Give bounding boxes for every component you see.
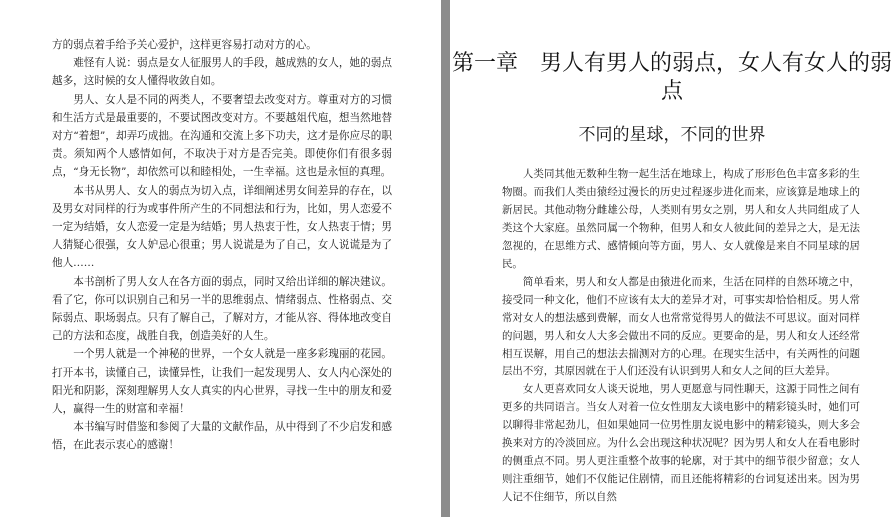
left-page-text: [52, 36, 392, 455]
paragraph: 方的弱点着手给予关心爱护，这样更容易打动对方的心。: [52, 39, 317, 51]
paragraph: 简单看来，男人和女人都是由猿进化而来，生活在同样的自然环境之中，接受同一种文化，他们不应该有太大的差异才对，可事实却恰恰相反。男人常常对女人的想法感到费解，而女人也常常觉得男人的做法不可思议。面对同样的问题，男人和女人大多会做出不同的反应。更要命的是，男人和女人还经常相互误解，用自己的想法去揣测对方的心理。在现实生活中，有关两性的问题层出不穷，其原因就在于人们还没有认识到男人和女人之间的巨大差异。: [502, 275, 860, 378]
paragraph: 一个男人就是一个神秘的世界，一个女人就是一座多彩瑰丽的花园。打开本书，读懂自己，读懂异性，让我们一起发现男人、女人内心深处的阳光和阴影，深刻理解男人女人真实的内心世界，寻找一生中的朋友和爱人，赢得一生的财富和幸福！: [52, 348, 392, 416]
paragraph: 本书剖析了男人女人在各方面的弱点，同时又给出详细的解决建议。看了它，你可以识别自己和另一半的思维弱点、情绪弱点、性格弱点、交际弱点、职场弱点。只有了解自己，了解对方，才能从容、得体地改变自己的方法和态度，战胜自我，创造美好的人生。: [52, 275, 392, 343]
right-page-text: [502, 166, 860, 507]
left-page: [0, 0, 441, 517]
paragraph: 本书编写时借鉴和参阅了大量的文献作品，从中得到了不少启发和感悟，在此表示衷心的感谢！: [52, 421, 392, 452]
paragraph: 女人更喜欢同女人谈天说地，男人更愿意与同性聊天，这源于同性之间有更多的共同语言。当女人对着一位女性朋友大谈电影中的精彩镜头时，她们可以聊得非常起劲儿，但如果她同一位男性朋友说电影中的精彩镜头，则大多会换来对方的冷淡回应。为什么会出现这种状况呢？因为男人和女人在看电影时的侧重点不同。男人更注重整个故事的轮廓，对于其中的细节很少留意；女人则注重细节，她们不仅能记住剧情，而且还能将精彩的台词复述出来。因为男人记不住细节，所以自然: [502, 383, 860, 504]
paragraph: 人类同其他无数种生物一起生活在地球上，构成了形形色色丰富多彩的生物圈。而我们人类由猿经过漫长的历史过程逐步进化而来，应该算是地球上的新居民。其他动物分雌雄公母，人类则有男女之别，男人和女人共同组成了人类这个大家庭。虽然同属一个物种，但男人和女人彼此间的差异之大，是无法忽视的，在思维方式、感情倾向等方面，男人、女人就像是来自不同星球的居民。: [502, 168, 860, 270]
right-page: [450, 0, 894, 517]
paragraph: 男人、女人是不同的两类人，不要奢望去改变对方。尊重对方的习惯和生活方式是最重要的，不要试图改变对方。不要越俎代庖，想当然地替对方“着想”，却弄巧成拙。在沟通和交流上多下功夫，这才是你应尽的职责。须知两个人感情如何，不取决于对方是否完美。即使你们有很多弱点，“身无长物”，却依然可以和睦相处，一生幸福。这也是永恒的真理。: [52, 93, 392, 179]
paragraph: 难怪有人说：弱点是女人征服男人的手段，越成熟的女人，她的弱点越多，这时候的女人懂得收敛自如。: [52, 57, 392, 88]
paragraph: 本书从男人、女人的弱点为切入点，详细阐述男女间差异的存在，以及男女对同样的行为或事件所产生的不同想法和行为，比如，男人恋爱不一定为结婚，女人恋爱一定是为结婚；男人热衷于性，女人热衷于情；男人猜疑心很强，女人妒忌心很重；男人说谎是为了自己，女人说谎是为了他人……: [52, 184, 392, 270]
chapter-title: 第一章 男人有男人的弱点，女人有女人的弱点: [451, 51, 892, 104]
page-divider: [441, 0, 450, 517]
section-title: 不同的星球，不同的世界: [578, 125, 766, 145]
